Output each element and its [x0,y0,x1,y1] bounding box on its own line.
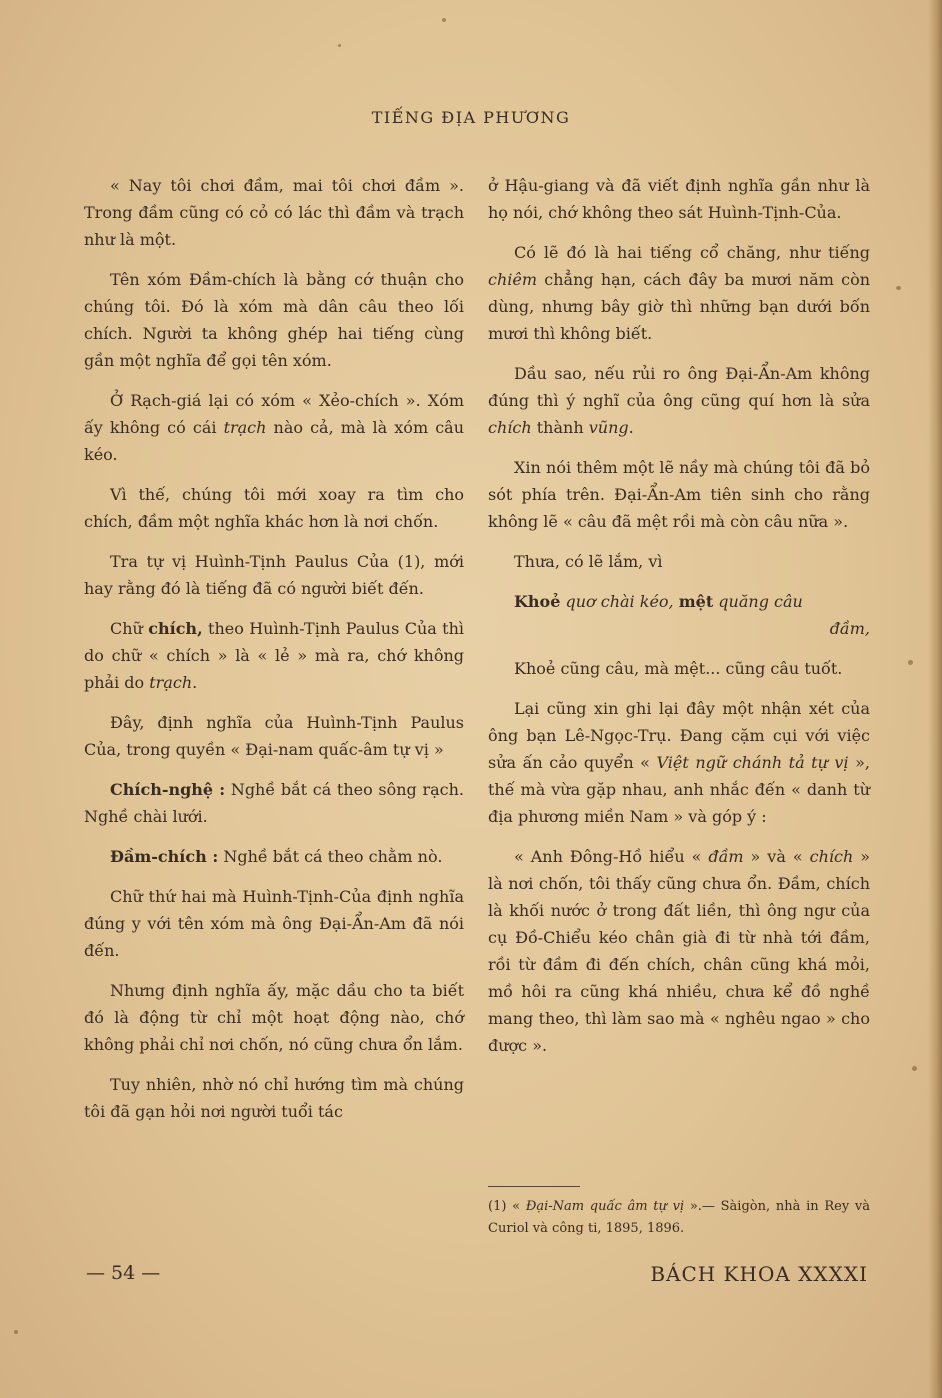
stain-spot [338,44,341,47]
paragraph: Có lẽ đó là hai tiếng cổ chăng, như tiếng chiêm chẳng hạn, cách đây ba mươi năm còn dùng, nhưng bây giờ thì những bạn dưới bốn mươi thì không biết. [488,243,870,343]
stain-spot [896,286,901,290]
page-number: — 54 — [86,1262,161,1284]
paragraph: Nhưng định nghĩa ấy, mặc dầu cho ta biết đó là động từ chỉ một hoạt động nào, chớ không phải chỉ nơi chốn, nó cũng chưa ổn lắm. [84,981,464,1054]
entry-term: Đầm-chích : [110,847,219,866]
paragraph: Thưa, có lẽ lắm, vì [514,552,663,571]
paragraph: Vì thế, chúng tôi mới xoay ra tìm cho chích, đầm một nghĩa khác hơn là nơi chốn. [84,485,464,531]
entry-definition: Nghề bắt cá theo chằm nò. [218,847,443,866]
dictionary-entry [84,776,464,830]
left-column [84,172,464,1138]
dictionary-entry [84,843,464,870]
stain-spot [912,1066,917,1071]
paragraph: Xin nói thêm một lẽ nầy mà chúng tôi đã bỏ sót phía trên. Đại-Ẩn-Am tiên sinh cho rằng không lẽ « câu đã mệt rồi mà còn câu nữa ». [488,458,870,531]
paragraph: Dầu sao, nếu rủi ro ông Đại-Ẩn-Am không đúng thì ý nghĩ của ông cũng quí hơn là sửa chích thành vũng. [488,364,870,437]
paragraph: Khoẻ cũng câu, mà mệt... cũng câu tuốt. [514,659,843,678]
paragraph: « Nay tôi chơi đầm, mai tôi chơi đầm ». Trong đầm cũng có cỏ có lác thì đầm và trạch như là một. [84,176,464,249]
verse-quote: Khoẻ quơ chài kéo, mệt quăng câu đầm, [514,592,870,638]
paragraph: ở Hậu-giang và đã viết định nghĩa gần như là họ nói, chớ không theo sát Huình-Tịnh-Của. [488,176,870,222]
right-column [488,172,870,1072]
running-header: TIẾNG ĐỊA PHƯƠNG [371,108,571,127]
stain-spot [14,1330,18,1334]
paragraph: Chữ chích, theo Huình-Tịnh Paulus Của thì do chữ « chích » là « lẻ » mà ra, chớ không phải do trạch. [84,619,465,692]
paragraph: Tên xóm Đầm-chích là bằng cớ thuận cho chúng tôi. Đó là xóm mà dân câu theo lối chích. Người ta không ghép hai tiếng cùng gần một nghĩa để gọi tên xóm. [84,270,464,370]
paragraph: Lại cũng xin ghi lại đây một nhận xét của ông bạn Lê-Ngọc-Trụ. Đang cặm cụi với việc sửa ấn cảo quyển « Việt ngữ chánh tả tự vị », thế mà vừa gặp nhau, anh nhắc đến « danh từ địa phương miền Nam » và góp ý : [488,699,871,826]
entry-term: Chích-nghệ : [110,780,226,799]
paragraph: Chữ thứ hai mà Huình-Tịnh-Của định nghĩa đúng y với tên xóm mà ông Đại-Ẩn-Am đã nói đến. [84,887,464,960]
footnote: (1) « Đại-Nam quấc âm tự vị ».— Sàigòn, nhà in Rey và Curiol và công ti, 1895, 1896. [488,1199,870,1236]
paragraph: Tra tự vị Huình-Tịnh Paulus Của (1), mới hay rằng đó là tiếng đã có người biết đến. [84,552,464,598]
paragraph: Đây, định nghĩa của Huình-Tịnh Paulus Của, trong quyền « Đại-nam quấc-âm tự vị » [84,713,464,759]
footnote-divider [488,1186,580,1187]
paragraph: Tuy nhiên, nhờ nó chỉ hướng tìm mà chúng tôi đã gạn hỏi nơi người tuổi tác [84,1075,464,1121]
paragraph: Ở Rạch-giá lại có xóm « Xẻo-chích ». Xóm ấy không có cái trạch nào cả, mà là xóm câu kéo. [84,391,465,464]
page-edge-shadow [928,0,942,1398]
stain-spot [908,660,913,665]
stain-spot [442,18,446,22]
paragraph: « Anh Đông-Hồ hiểu « đầm » và « chích » là nơi chốn, tôi thấy cũng chưa ổn. Đầm, chích là khối nước ở trong đất liền, thì ông ngư của cụ Đồ-Chiểu kéo chân già đi từ nhà tới đầm, rồi từ đầm đi đến chích, chân cũng khá mỏi, mồ hôi ra cũng khá nhiều, chưa kể đồ nghề mang theo, thì làm sao mà « nghêu ngao » cho được ». [488,847,871,1055]
journal-name: BÁCH KHOA XXXXI [650,1262,868,1286]
entry-definition: Nghề bắt cá theo sông rạch. Nghề chài lưới. [84,780,464,826]
